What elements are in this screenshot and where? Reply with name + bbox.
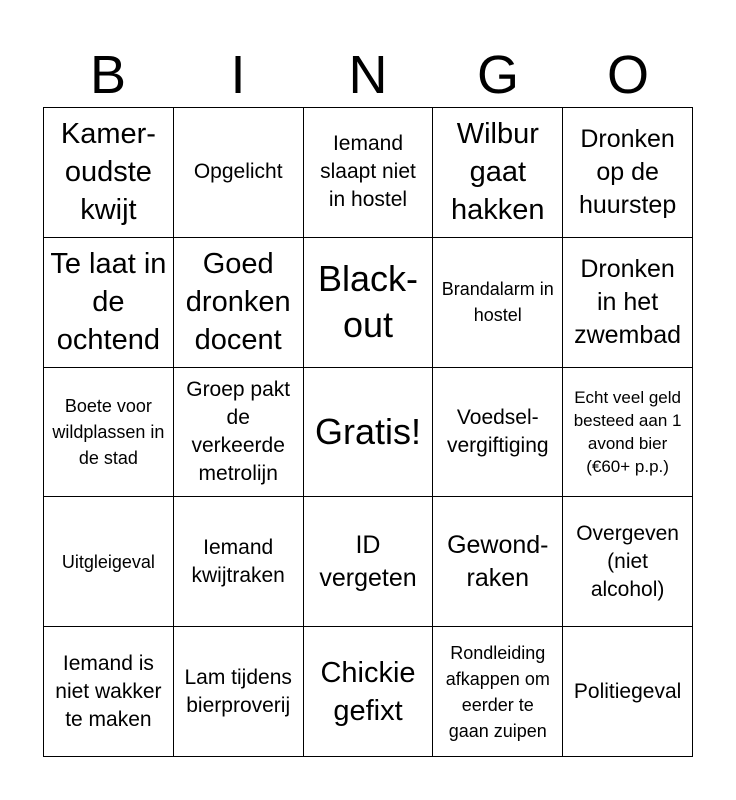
bingo-cell-text: Dronken in het zwembad xyxy=(574,254,682,349)
bingo-cell[interactable] xyxy=(44,627,174,757)
bingo-cell[interactable] xyxy=(563,238,693,368)
header-letter-o: O xyxy=(606,45,649,105)
bingo-cell-text: Gewond-raken xyxy=(447,530,549,592)
bingo-cell-text: Te laat in de ochtend xyxy=(50,248,167,357)
header-letter-n: N xyxy=(348,45,388,105)
bingo-cell-text: Rondleiding afkappen om eerder te gaan zuipen xyxy=(445,642,550,741)
bingo-cell[interactable] xyxy=(433,627,563,757)
bingo-cell[interactable] xyxy=(304,108,434,238)
bingo-cell[interactable] xyxy=(174,497,304,627)
bingo-cell[interactable] xyxy=(304,497,434,627)
bingo-cell-text: Kamer-oudste kwijt xyxy=(60,118,156,227)
header-letter-g: G xyxy=(476,45,519,105)
bingo-cell-text: Boete voor wildplassen in de stad xyxy=(52,395,165,468)
header-letter-b: B xyxy=(89,45,127,105)
bingo-cell[interactable] xyxy=(563,497,693,627)
bingo-cell-text: Iemand is niet wakker te maken xyxy=(55,651,162,731)
bingo-card xyxy=(43,107,693,757)
bingo-cell-text: Opgelicht xyxy=(193,160,283,184)
bingo-cell[interactable] xyxy=(563,627,693,757)
bingo-cell-text: Goed dronken docent xyxy=(185,248,291,357)
bingo-cell[interactable] xyxy=(44,497,174,627)
bingo-cell-text: Overgeven (niet alcohol) xyxy=(576,521,679,601)
free-space-text: Gratis! xyxy=(314,410,421,452)
bingo-cell-text: Politiegeval xyxy=(573,679,682,703)
bingo-cell[interactable] xyxy=(304,238,434,368)
bingo-cell-text: Voedsel-vergiftiging xyxy=(447,405,549,457)
bingo-cell-text: Uitgleigeval xyxy=(61,551,155,572)
bingo-cell[interactable] xyxy=(174,627,304,757)
bingo-cell[interactable] xyxy=(433,368,563,498)
bingo-cell[interactable] xyxy=(174,368,304,498)
bingo-cell-text: Groep pakt de verkeerde metrolijn xyxy=(186,377,291,485)
bingo-cell-text: Black-out xyxy=(317,258,418,346)
bingo-cell[interactable] xyxy=(174,108,304,238)
bingo-cell[interactable] xyxy=(433,108,563,238)
bingo-cell[interactable] xyxy=(44,108,174,238)
bingo-cell-text: Chickie gefixt xyxy=(320,656,416,727)
header-letter-i: I xyxy=(230,45,246,105)
bingo-cell-text: Iemand slaapt niet in hostel xyxy=(320,132,416,212)
bingo-cell[interactable] xyxy=(433,497,563,627)
bingo-cell[interactable] xyxy=(563,368,693,498)
bingo-cell[interactable] xyxy=(433,238,563,368)
bingo-cell[interactable] xyxy=(44,238,174,368)
bingo-cell[interactable] xyxy=(174,238,304,368)
bingo-cell[interactable] xyxy=(563,108,693,238)
bingo-cell-text: Echt veel geld besteed aan 1 avond bier (€60+ p.p.) xyxy=(573,387,682,476)
bingo-cell[interactable] xyxy=(44,368,174,498)
bingo-cell-text: Brandalarm in hostel xyxy=(441,279,554,326)
bingo-cell-text: Iemand kwijtraken xyxy=(191,535,285,587)
bingo-cell-text: Wilbur gaat hakken xyxy=(451,118,545,227)
bingo-cell-text: Dronken op de huurstep xyxy=(578,124,677,219)
bingo-cell[interactable] xyxy=(304,627,434,757)
free-space-cell[interactable] xyxy=(304,368,434,498)
bingo-header xyxy=(43,42,693,108)
bingo-cell-text: ID vergeten xyxy=(319,530,417,592)
bingo-cell-text: Lam tijdens bierproverij xyxy=(184,665,292,717)
